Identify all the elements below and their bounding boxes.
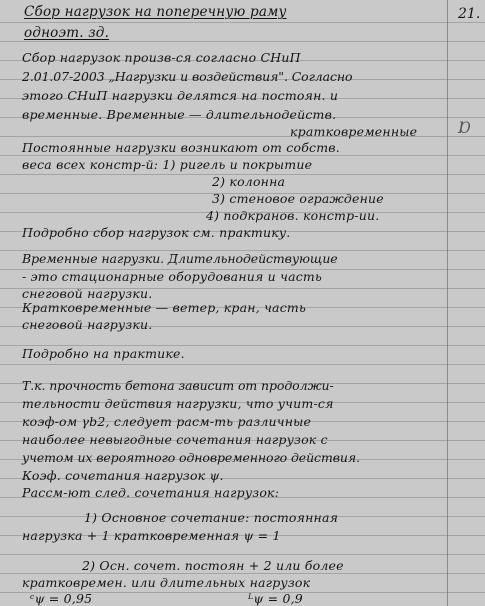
psi-value-long: ᴸψ = 0,9 [248, 591, 303, 606]
text-line-21: наиболее невыгодные сочетания нагрузок с [22, 432, 328, 447]
text-line-20: коэф-ом γb2, следует расм-ть различные [22, 414, 312, 429]
text-line-19: тельности действия нагрузки, что учит-ся [22, 396, 334, 411]
text-line-03: этого СНиП нагрузки делятся на постоян. и [22, 88, 339, 103]
text-line-09: 3) стеновое ограждение [212, 191, 384, 206]
text-line-18: Т.к. прочность бетона зависит от продолжи- [22, 378, 334, 393]
margin-mark: Ɒ [458, 118, 471, 137]
text-line-22: учетом их вероятного одновременного действия. [22, 450, 360, 465]
text-line-06: Постоянные нагрузки возникают от собств. [22, 140, 340, 155]
text-line-26: нагрузка + 1 кратковременная ψ = 1 [22, 528, 281, 543]
text-line-24: Рассм-ют след. сочетания нагрузок: [22, 485, 280, 500]
margin-line [447, 0, 448, 606]
text-line-10: 4) подкранов. констр-ии. [206, 208, 380, 223]
page-number: 21. [458, 6, 481, 22]
text-line-12: Временные нагрузки. Длительнодействующие [22, 251, 338, 266]
text-line-13: - это стационарные оборудования и часть [22, 269, 322, 284]
title-line-2: одноэт. зд. [24, 25, 110, 41]
text-line-23: Коэф. сочетания нагрузок ψ. [22, 468, 224, 483]
text-line-27: 2) Осн. сочет. постоян + 2 или более [82, 558, 344, 573]
psi-value-short: ᶜψ = 0,95 [30, 591, 93, 606]
text-line-07: веса всех констр-й: 1) ригель и покрытие [22, 157, 313, 172]
text-line-17: Подробно на практике. [22, 346, 185, 361]
text-line-14: снеговой нагрузки. [22, 286, 153, 301]
text-line-16: снеговой нагрузки. [22, 317, 153, 332]
title-line-1: Сбор нагрузок на поперечную раму [24, 4, 287, 20]
text-line-11: Подробно сбор нагрузок см. практику. [22, 225, 291, 240]
text-line-05: кратковременные [290, 124, 418, 139]
text-line-08: 2) колонна [212, 174, 286, 189]
text-line-28: кратковремен. или длительных нагрузок [22, 575, 311, 590]
text-line-01: Сбор нагрузок произв-ся согласно СНиП [22, 50, 301, 65]
text-line-04: временные. Временные — длительнодейств. [22, 107, 337, 122]
text-line-25: 1) Основное сочетание: постоянная [84, 510, 339, 525]
text-line-15: Кратковременные — ветер, кран, часть [22, 300, 306, 315]
text-line-02: 2.01.07-2003 „Нагрузки и воздействия". Согласно [22, 69, 353, 84]
